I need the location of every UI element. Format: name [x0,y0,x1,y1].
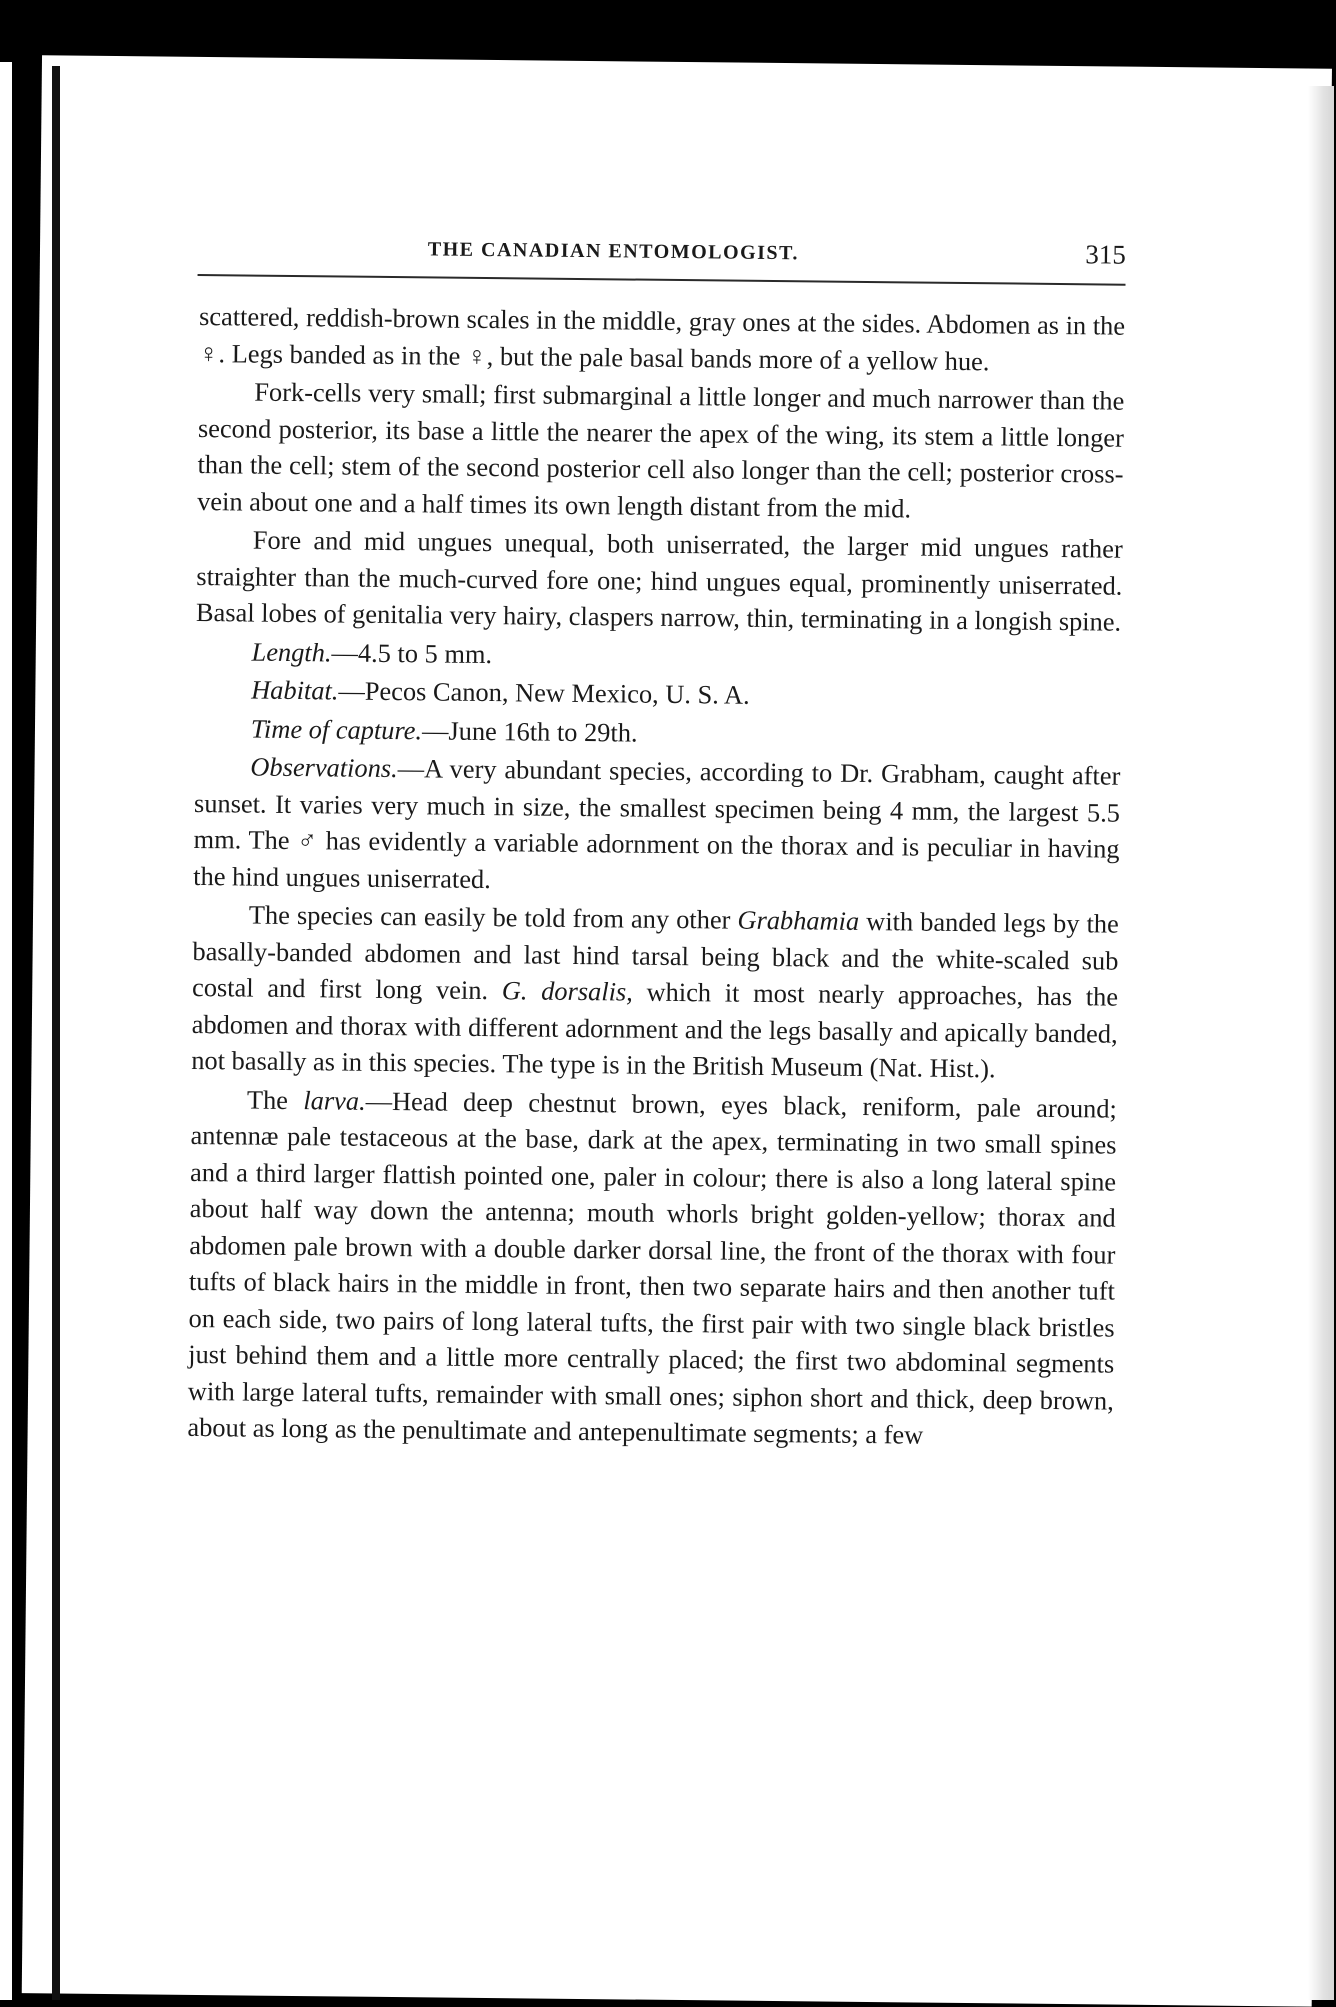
body-text [187,298,1125,1455]
field-time-of-capture-value: —June 16th to 29th. [421,714,638,748]
field-length-value: —4.5 to 5 mm. [331,636,493,669]
field-observations [193,748,1120,904]
binding-shadow [52,66,60,2000]
larva-lead: The [246,1084,304,1115]
field-habitat-label: Habitat. [251,674,339,706]
running-head [200,232,1126,282]
page-stack-edge [1308,86,1334,2000]
field-observations-value: —A very abundant species, according to Dr. Grabham, caught after sunset. It varies very much in size, the smallest specimen being 4 mm, the largest 5.5 mm. The ♂ has evidently a variable adornment on the thorax and is peculiar in having the hind ungues uniserrated. [193,753,1121,894]
paragraph-male-description: scattered, reddish-brown scales in the middle, gray ones at the sides. Abdomen as in the ♀. Legs banded as in the ♀, but the pale basal bands more of a yellow hue. [198,300,1126,376]
facing-page-edge [0,62,12,2000]
field-observations-label: Observations. [250,751,398,784]
paragraph-fork-cells: Fork-cells very small; first submarginal a little longer and much narrower than the second posterior, its base a little the nearer the apex of the wing, its stem a little longer than the cell; stem of the second posterior cell also longer than the cell; posterior cross-vein about one and a half times its own length distant from the mid. [197,376,1125,523]
paragraph-larva [187,1080,1117,1455]
larva-label: larva. [303,1084,366,1116]
larva-text: —Head deep chestnut brown, eyes black, reniform, pale around; antennæ pale testaceous at the base, dark at the apex, terminating in two small spines and a third larger flattish pointed one, paler in colour; there is also a long lateral spine about half way down the antenna; mouth whorls bright golden-yellow; thorax and abdomen pale brown with a double darker dorsal line, the front of the thorax with four tufts of black hairs in the middle in front, then two separate hairs and then another tuft on each side, two pairs of long lateral tufts, the first pair with two single black bristles just behind them and a little more centrally placed; the first two abdominal segments with large lateral tufts, remainder with small ones; siphon short and thick, deep brown, about as long as the penultimate and antepenultimate segments; a few [187,1085,1118,1450]
field-time-of-capture-label: Time of capture. [250,713,423,745]
species-text-part1: The species can easily be told from any other [248,899,738,935]
genus-name: Grabhamia [737,904,860,936]
field-habitat-value: —Pecos Canon, New Mexico, U. S. A. [338,675,750,710]
species-text-part2: with banded legs by the basally-banded abdomen and last hind tarsal being black and the white-scaled sub costal and first long vein. [191,905,1119,1006]
species-text-part3: which it most nearly approaches, has the abdomen and thorax with different adornment and the legs basally and apically banded, not basally as in this species. The type is in the British Museum (Nat. Hist.). [191,976,1119,1084]
field-length-label: Length. [251,636,332,667]
header-rule [198,274,1126,286]
journal-title: THE CANADIAN ENTOMOLOGIST. [427,238,800,265]
paragraph-ungues: Fore and mid ungues unequal, both uniserrated, the larger mid ungues rather straighter than the much-curved fore one; hind ungues equal, prominently uniserrated. Basal lobes of genitalia very hairy, claspers narrow, thin, terminating in a longish spine. [195,524,1123,637]
page-content [187,232,1126,1457]
paragraph-species-comparison [191,896,1119,1088]
species-name: G. dorsalis, [501,975,634,1007]
page-number: 315 [1085,239,1126,270]
